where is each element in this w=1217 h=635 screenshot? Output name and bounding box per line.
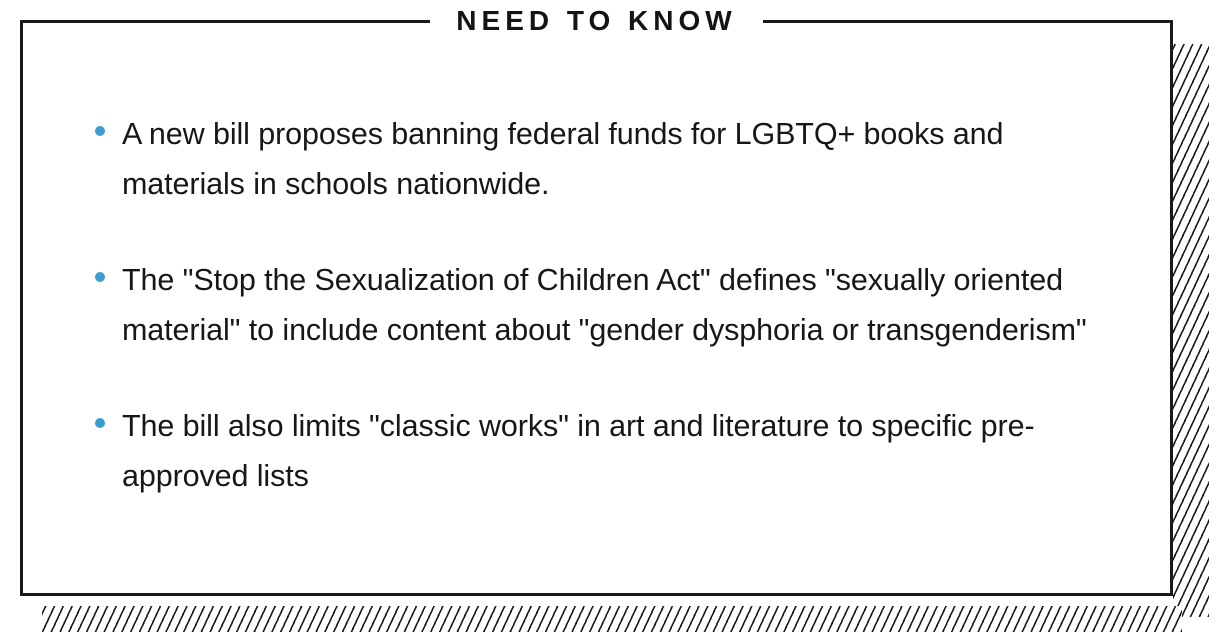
list-item-text: A new bill proposes banning federal funds for LGBTQ+ books and materials in schools nationwide.	[122, 117, 1004, 201]
bullet-dot-icon	[95, 272, 105, 282]
bullet-dot-icon	[95, 418, 105, 428]
need-to-know-card	[20, 5, 1173, 596]
card-heading	[23, 6, 1170, 36]
list-item-text: The bill also limits "classic works" in art and literature to specific pre-approved lists	[122, 409, 1035, 493]
hatched-shadow-bottom	[42, 606, 1182, 632]
bullet-dot-icon	[95, 126, 105, 136]
card-heading-text: NEED TO KNOW	[430, 6, 762, 36]
list-item	[95, 401, 1132, 501]
bullet-list	[95, 109, 1132, 501]
list-item-text: The "Stop the Sexualization of Children Act" defines "sexually oriented material" to include content about "gender dysphoria or transgenderism"	[122, 263, 1087, 347]
hatched-shadow-right	[1173, 44, 1209, 617]
list-item	[95, 109, 1132, 209]
list-item	[95, 255, 1132, 355]
